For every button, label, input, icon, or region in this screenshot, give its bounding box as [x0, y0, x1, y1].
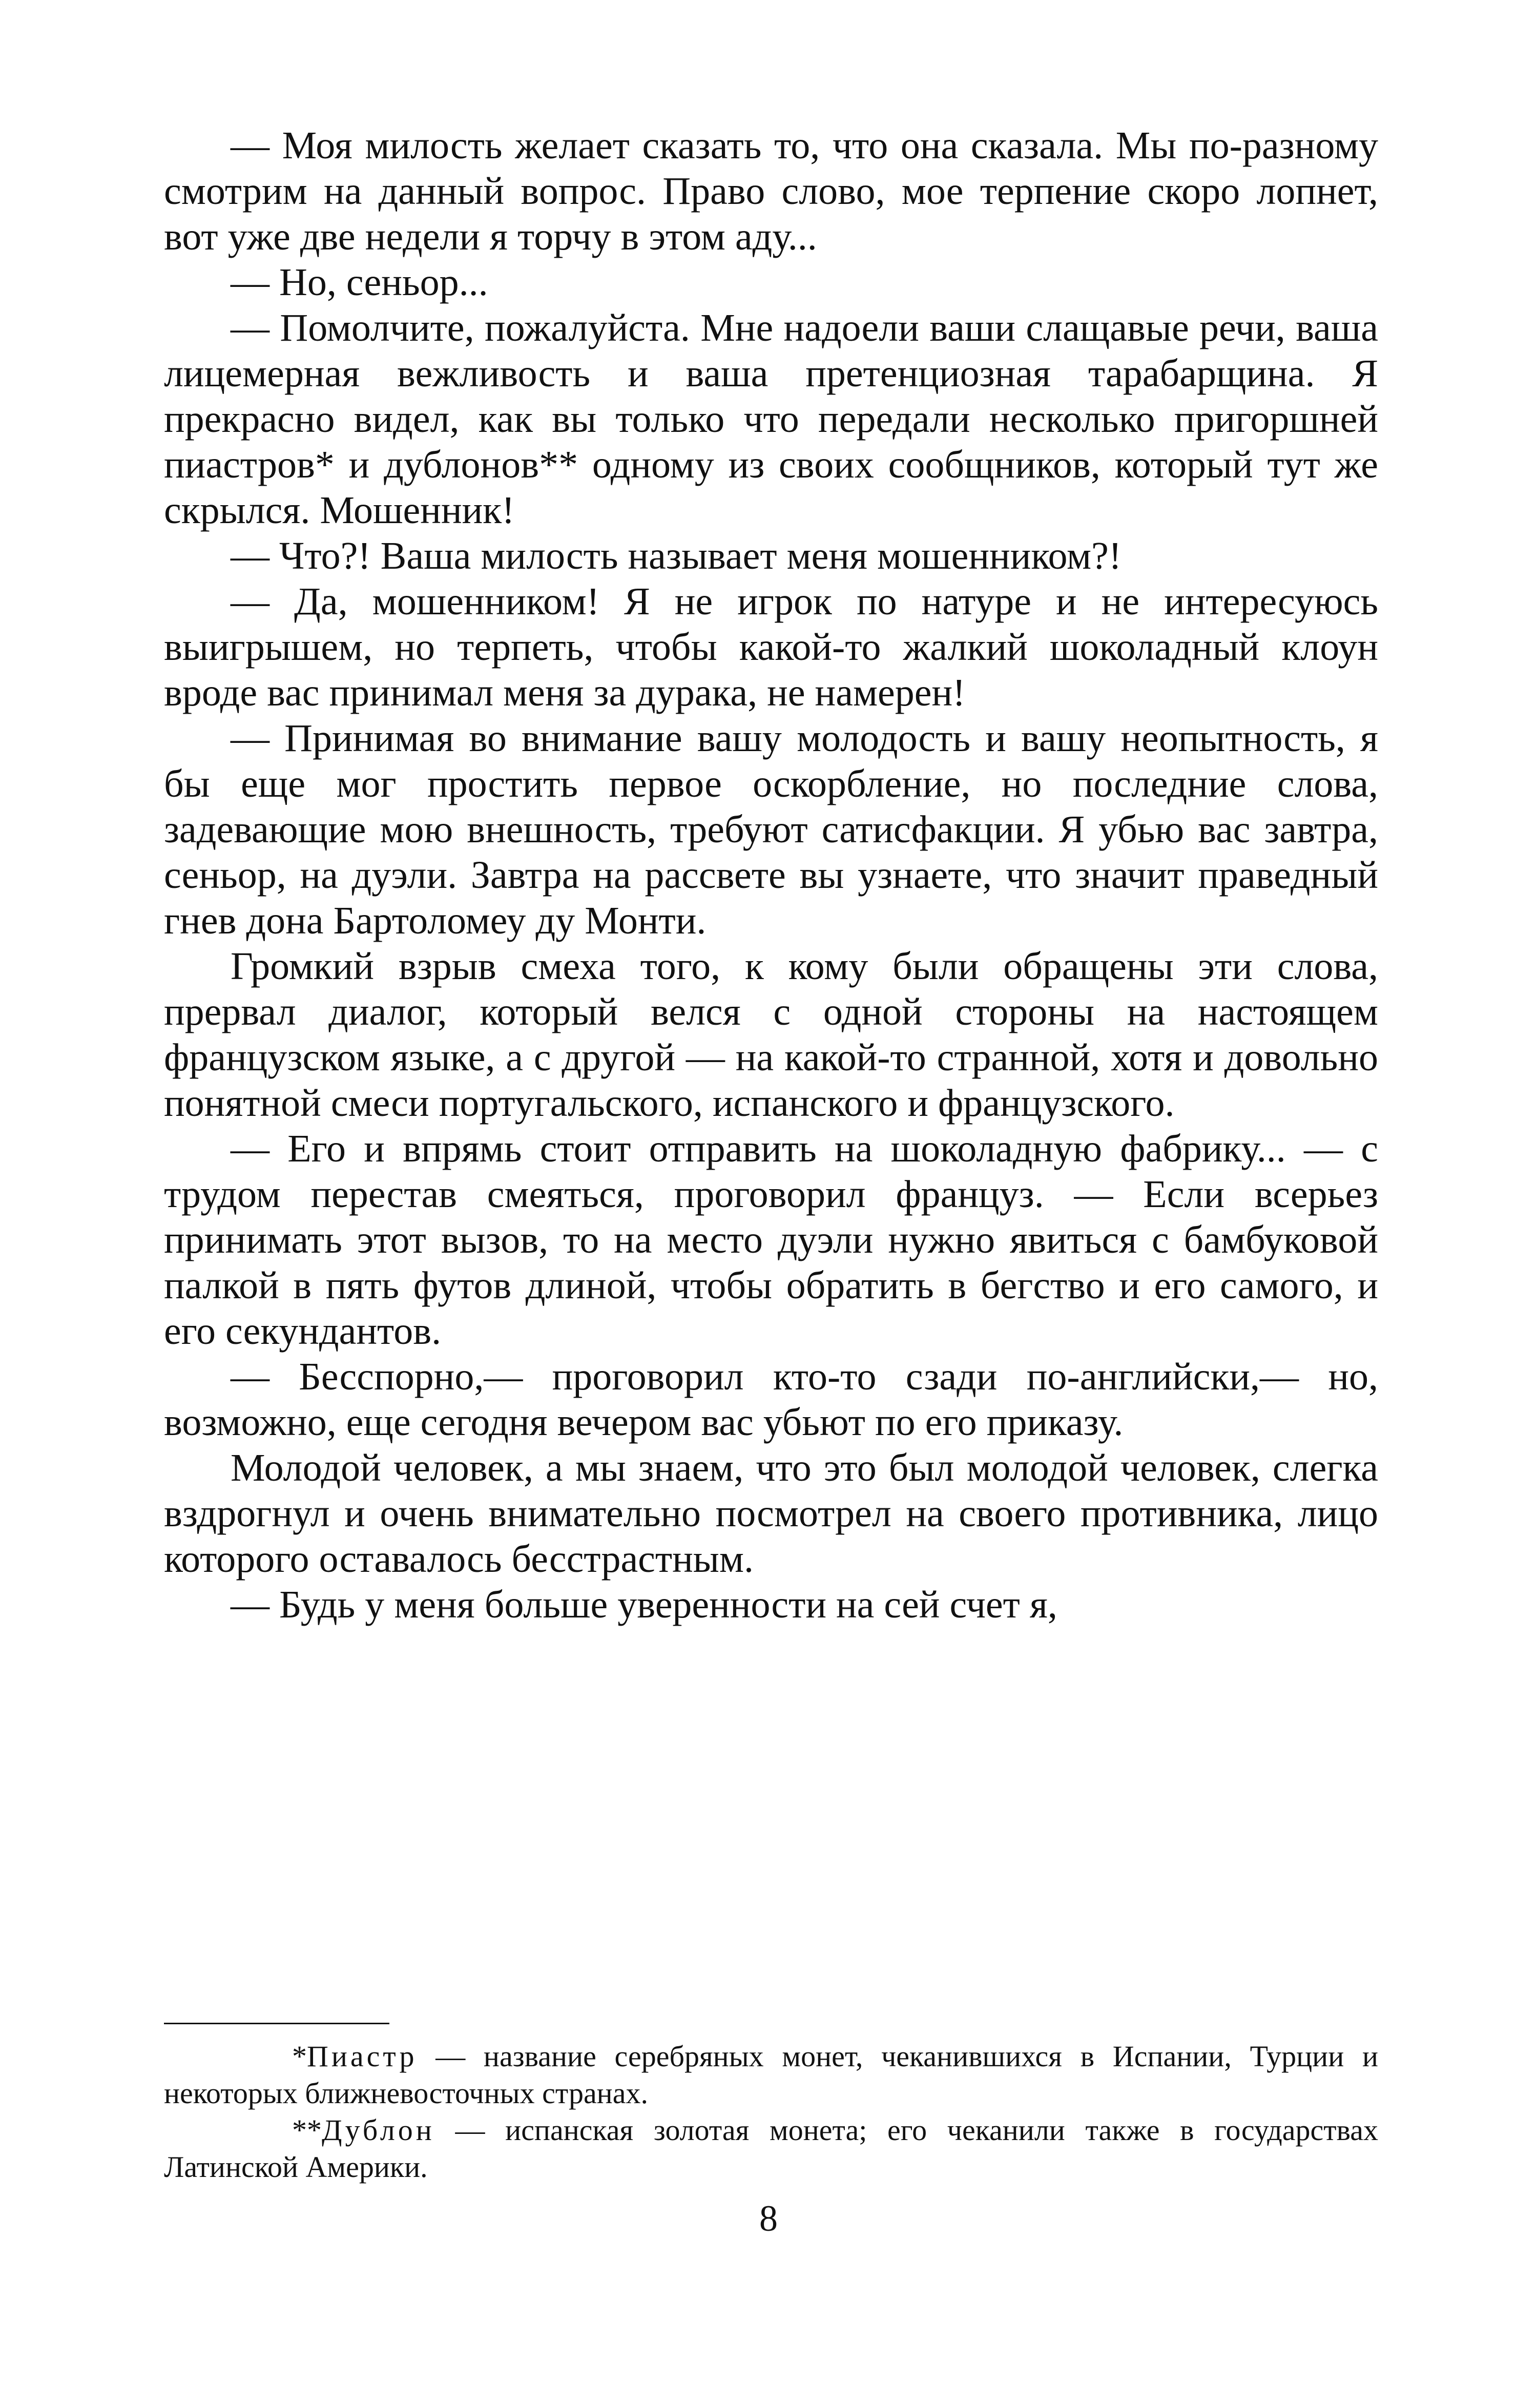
- footnote-term: Дублон: [322, 2113, 435, 2147]
- footnote-marker: *: [292, 2040, 307, 2073]
- paragraph-4: — Что?! Ваша милость называет меня мошенником?!: [231, 534, 1122, 577]
- footnote-divider: [164, 2023, 389, 2024]
- paragraph-10: Молодой человек, а мы знаем, что это был молодой человек, слегка вздрогнул и очень внимательно посмотрел на своего противника, лицо которого оставалось бесстрастным.: [164, 1446, 1378, 1581]
- paragraph-9: — Бесспорно,— проговорил кто-то сзади по-английски,— но, возможно, еще сегодня вечером вас убьют по его приказу.: [164, 1355, 1378, 1444]
- paragraph-6: — Принимая во внимание вашу молодость и вашу неопытность, я бы еще мог простить первое оскорбление, но последние слова, задевающие мою внешность, требуют сатисфакции. Я убью вас завтра, сеньор, на дуэли. Завтра на рассвете вы узнаете, что значит праведный гнев дона Бартоломеу ду Монти.: [164, 717, 1378, 942]
- page-number: 8: [759, 2198, 778, 2239]
- footnote-1: [164, 2038, 1378, 2112]
- paragraph-11: — Будь у меня больше уверенности на сей счет я,: [231, 1583, 1057, 1626]
- paragraph-3: — Помолчите, пожалуйста. Мне надоели ваши слащавые речи, ваша лицемерная вежливость и ваша претенциозная тарабарщина. Я прекрасно видел, как вы только что передали несколько пригоршней пиастров* и дублонов** одному из своих сообщников, который тут же скрылся. Мошенник!: [164, 306, 1378, 532]
- footnote-2: [164, 2112, 1378, 2186]
- main-text: [164, 123, 1378, 1628]
- footnote-text: — испанская золотая монета; его чеканили также в государствах Латинской Америки.: [164, 2113, 1378, 2184]
- footnote-term: Пиастр: [307, 2040, 418, 2073]
- paragraph-5: — Да, мошенником! Я не игрок по натуре и не интересуюсь выигрышем, но терпеть, чтобы какой-то жалкий шоколадный клоун вроде вас принимал меня за дурака, не намерен!: [164, 580, 1378, 714]
- paragraph-2: — Но, сеньор...: [231, 261, 488, 304]
- paragraph-1: — Моя милость желает сказать то, что она сказала. Мы по-разному смотрим на данный вопрос. Право слово, мое терпение скоро лопнет, вот уже две недели я торчу в этом аду...: [164, 124, 1378, 258]
- footnote-text: — название серебряных монет, чеканившихся в Испании, Турции и некоторых ближневосточных странах.: [164, 2040, 1378, 2110]
- paragraph-8: — Его и впрямь стоит отправить на шоколадную фабрику... — с трудом перестав смеяться, проговорил француз. — Если всерьез принимать этот вызов, то на место дуэли нужно явиться с бамбуковой палкой в пять футов длиной, чтобы обратить в бегство и его самого, и его секундантов.: [164, 1127, 1378, 1353]
- footnotes: [164, 2038, 1378, 2186]
- footnote-marker: **: [292, 2113, 322, 2147]
- paragraph-7: Громкий взрыв смеха того, к кому были обращены эти слова, прервал диалог, который велся с одной стороны на настоящем французском языке, а с другой — на какой-то странной, хотя и довольно понятной смеси португальского, испанского и французского.: [164, 945, 1378, 1125]
